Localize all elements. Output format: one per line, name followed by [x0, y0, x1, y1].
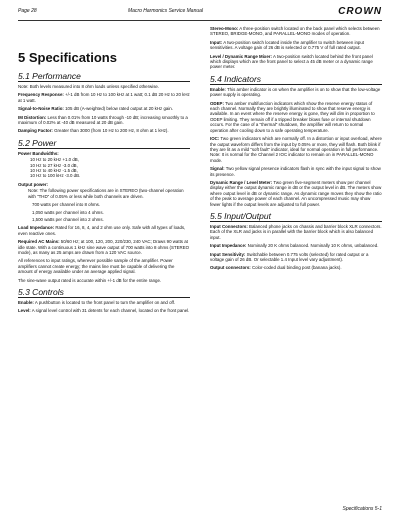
control-input: Input: A two-position switch located inside the amplifier to switch between input sensitivities. A voltage gain of 26 dB is selected or 0.775 V of full rated output.	[210, 39, 365, 51]
output-power-item: 1,500 watts per channel into 2 ohms.	[32, 216, 104, 222]
page-footer: Specifications 5-1	[342, 506, 382, 512]
control-enable: Enable: A pushbutton is located to the front panel to turn the amplifier on and off.	[18, 299, 176, 305]
performance-heading: 5.1 Performance	[18, 71, 190, 82]
manual-title: Macro Harmonics Service Manual	[128, 8, 204, 14]
spec-input-sensitivity: Input Sensitivity: Switchable between 0.775 volts (selected) for rated output or a voltage gain of 26 dB. Or selectable 1.4 Input level vary adjustment).	[210, 251, 369, 262]
control-stereo-mono: Stereo-Mono: A three-position switch located on the back panel which selects between STEREO, BRIDGE-MONO, and PARALLEL-MONO modes of operation.	[210, 26, 380, 37]
crown-logo: CROWN	[338, 6, 382, 17]
bandwidth-label: Power Bandwidths:	[18, 150, 59, 156]
power-heading: 5.2 Power	[18, 138, 190, 149]
spec-output-connectors: Output connectors: Color-coded dual binding post (banana jacks).	[210, 265, 342, 271]
power-note: All references to input ratings, wherever possible sample of the amplifier. Power amplifiers cannot create energy; the mains line must be capable of delivering the amount of energy available under an average applied signal.	[18, 258, 175, 275]
control-level: Level: A signal level control with 31 detents for each channel, located on the front panel.	[18, 308, 190, 314]
bandwidth-item: 10 Hz to 40 kHz -1.5 dB,	[30, 168, 78, 174]
io-heading: 5.5 Input/Output	[210, 211, 382, 222]
header-divider	[18, 20, 382, 21]
right-column	[210, 26, 382, 274]
left-column	[18, 26, 190, 317]
spec-ac-mains: Required AC Mains: 50/60 Hz; at 100, 120, 200, 220/230, 240 VAC; Draws 90 watts at idle state. With a continuous 1 kHz sine wave output of 700 watts into 8 ohms (STEREO mode), as many as 25 amps are drawn from a 120 VAC source.	[18, 239, 190, 255]
indicators-heading: 5.4 Indicators	[210, 74, 382, 85]
indicator-odep: ODEP: Two amber multifunction indicators which show the reserve energy status of each channel. Normally they are brightly illuminated to show that reserve energy is available. In an event where the reserve energy is gone, they will dim in proportion to ODEP limiting. They remain off if a tripped breaker blows fuse or internal shutdown occurs. For the case of a "thermal" shutdown, the amplifier will return to normal operation after cooling down to a safe operating temperature.	[210, 100, 375, 133]
output-power-item: 700 watts per channel into 8 ohms.	[32, 202, 101, 208]
indicator-ioc: IOC: Two green indicators which are normally off. In a distortion or input overload, where the output waveform differs from the input by 0.05% or more, they will flash. Both blink if they are lit as a mild "soft fault" indicator, ideal for normal operation in full performance. Note: It is normal for the Channel 2 IOC indicator to remain on in PARALLEL-MONO mode.	[210, 136, 382, 163]
page-number: Page 28	[18, 8, 37, 14]
bandwidth-item: 10 Hz to 100 kHz -3.0 dB.	[30, 173, 81, 179]
spec-input-impedance: Input Impedance: Nominally 20 K ohms balanced. Nominally 10 K ohms, unbalanced.	[210, 243, 379, 249]
page-header	[18, 6, 382, 20]
controls-heading: 5.3 Controls	[18, 287, 190, 298]
control-range: Level / Dynamic Range Mixer: A two-position switch located behind the front panel which displays which are the front panel to select a 45 dB meter or a dynamic range power meter.	[210, 53, 373, 70]
output-power-note: Note: The following power specifications are in STEREO (two-channel operation with "THD" of 0.05% or less while both channels are driven.	[28, 188, 184, 199]
spec-snr: Signal-to-Noise Ratio: 105 dB (A-weighted) below rated output at 20 kHz gain.	[18, 106, 173, 112]
power-note-2: The sine-wave output rated is accurate within +/-1 dB for the entire range.	[18, 277, 162, 283]
indicator-signal: Signal: Two yellow signal presence indicators flash in sync with the input signal to show its presence.	[210, 166, 381, 177]
bandwidth-item: 10 Hz to 20 kHz +1.0 dB,	[30, 157, 79, 163]
indicator-dynamic-range: Dynamic Range / Level Meter: Two green five-segment meters show per channel display either the output dynamic range in dB or the output level in dB. The meters show where output level in dB or dynamic range. As dynamic range moves they show the ratio of the peak to average power of each channel. An uncompressed music may show fewer lights if the output levels are adjusted to full power.	[210, 179, 382, 207]
indicator-enable: Enable: This amber indicator is on when the amplifier is on to show that the low-voltage power supply is operating.	[210, 86, 381, 98]
performance-note: Note: Both levels measured into 8 ohm loads unless specified otherwise.	[18, 84, 160, 89]
spec-input-connectors: Input Connectors: Balanced phone jacks on chassis and barrier block XLR connectors. Each of the XLR and jacks is in parallel with the barrier block which is also balanced input.	[210, 223, 382, 240]
output-power-item: 1,050 watts per channel into 4 ohms.	[32, 209, 104, 215]
spec-damping: Damping Factor: Greater than 3000 (from 10 Hz to 200 Hz, 8 ohm at 1 kHz).	[18, 128, 169, 134]
spec-load-impedance: Load Impedance: Rated for 16, 8, 4, and 2 ohm use only. Safe with all types of loads, even reactive ones.	[18, 225, 186, 236]
bandwidth-item: 10 Hz to 27 kHz -3.0 dB,	[30, 162, 78, 168]
spec-frequency-response: Frequency Response: +/-1 dB from 10 Hz to 100 kHz at 1 watt; 0.1 dB 20 Hz to 20 kHz at 1 watt.	[18, 92, 190, 103]
spec-im-distortion: IM Distortion: Less than 0.01% from 10 watts through -10 dB; increasing smoothly to a maximum of 0.02% at -40 dB measured at 20 dB gain.	[18, 114, 188, 126]
section-heading: 5 Specifications	[18, 50, 117, 65]
output-power-label: Output power:	[18, 181, 48, 187]
